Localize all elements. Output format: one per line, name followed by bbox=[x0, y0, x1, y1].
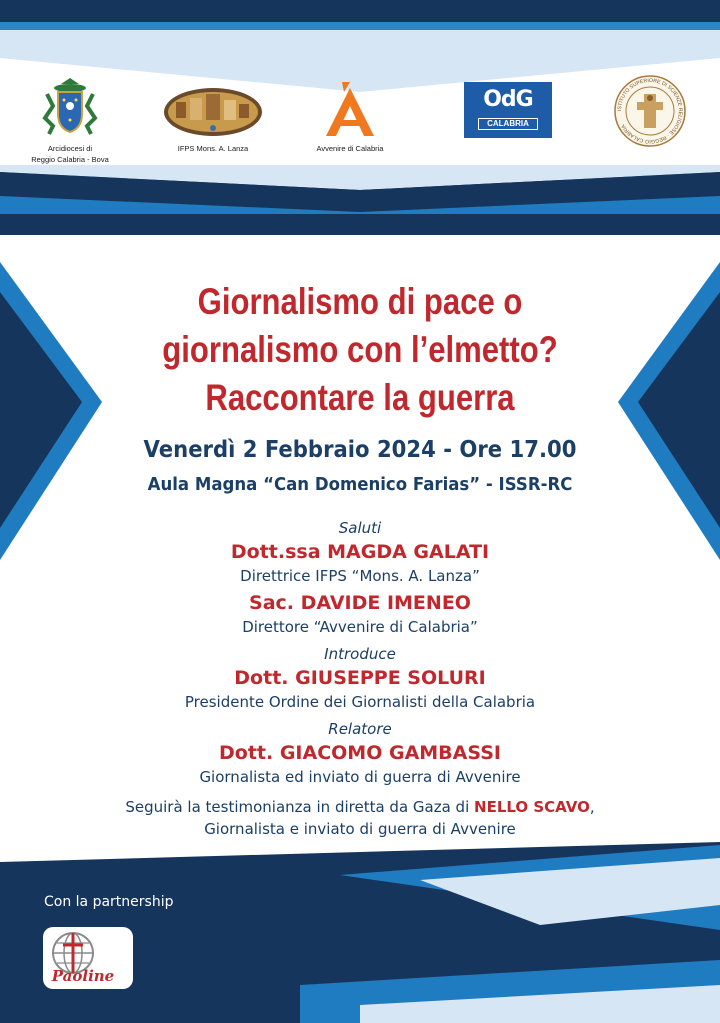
speaker-role: Giornalista ed inviato di guerra di Avvenire bbox=[199, 768, 521, 786]
archdiocese-caption-line2: Reggio Calabria - Bova bbox=[31, 155, 109, 164]
avvenire-a-icon bbox=[320, 80, 380, 138]
event-venue: Aula Magna “Can Domenico Farias” - ISSR-RC bbox=[147, 474, 573, 495]
closing-line-2: Giornalista e inviato di guerra di Avvenire bbox=[204, 820, 516, 838]
introduce-label: Introduce bbox=[324, 645, 396, 663]
event-program bbox=[0, 516, 720, 840]
paoline-wordmark: Paoline bbox=[51, 967, 115, 985]
ifps-caption: IFPS Mons. A. Lanza bbox=[177, 144, 249, 153]
odg-title: OdG bbox=[483, 87, 533, 112]
issr-seal-text: ISTITUTO SUPERIORE DI SCIENZE RELIGIOSE · REGGIO CALABRIA bbox=[616, 77, 684, 145]
speaker-name: Sac. DAVIDE IMENEO bbox=[249, 592, 471, 614]
avvenire-caption: Avvenire di Calabria bbox=[316, 144, 384, 153]
event-date: Venerdì 2 Febbraio 2024 - Ore 17.00 bbox=[143, 437, 577, 463]
speaker-name: Dott. GIACOMO GAMBASSI bbox=[219, 742, 501, 764]
title-line-1: Giornalismo di pace o bbox=[197, 281, 523, 322]
coat-of-arms-icon bbox=[39, 76, 101, 138]
issr-seal-icon bbox=[613, 74, 687, 148]
ifps-illustration-icon bbox=[162, 84, 264, 138]
partnership-label: Con la partnership bbox=[44, 894, 174, 910]
archdiocese-caption-line1: Arcidiocesi di bbox=[47, 144, 93, 153]
closing-suffix: , bbox=[589, 798, 595, 816]
avvenire-logo bbox=[300, 80, 400, 153]
speaker-role: Direttore “Avvenire di Calabria” bbox=[242, 618, 478, 636]
issr-seal-logo bbox=[612, 74, 688, 152]
speaker-role: Direttrice IFPS “Mons. A. Lanza” bbox=[240, 567, 480, 585]
odg-logo bbox=[464, 82, 552, 138]
saluti-label: Saluti bbox=[338, 519, 382, 537]
poster-title bbox=[58, 278, 663, 422]
odg-subtitle: CALABRIA bbox=[478, 118, 538, 130]
paoline-logo bbox=[43, 927, 133, 989]
relatore-label: Relatore bbox=[328, 720, 392, 738]
closing-name: NELLO SCAVO bbox=[474, 798, 590, 816]
speaker-role: Presidente Ordine dei Giornalisti della Calabria bbox=[184, 693, 536, 711]
paoline-globe-icon bbox=[43, 927, 133, 989]
closing-prefix: Seguirà la testimonianza in diretta da Gaza di bbox=[125, 798, 475, 816]
title-line-3: Raccontare la guerra bbox=[205, 377, 515, 418]
title-line-2: giornalismo con l’elmetto? bbox=[162, 329, 558, 370]
ifps-logo bbox=[160, 84, 266, 153]
speaker-name: Dott.ssa MAGDA GALATI bbox=[230, 541, 490, 563]
odg-badge bbox=[464, 82, 552, 138]
closing-line-1 bbox=[0, 796, 720, 818]
speaker-name: Dott. GIUSEPPE SOLURI bbox=[234, 667, 486, 689]
archdiocese-logo bbox=[20, 76, 120, 164]
sponsor-logos bbox=[0, 70, 720, 170]
